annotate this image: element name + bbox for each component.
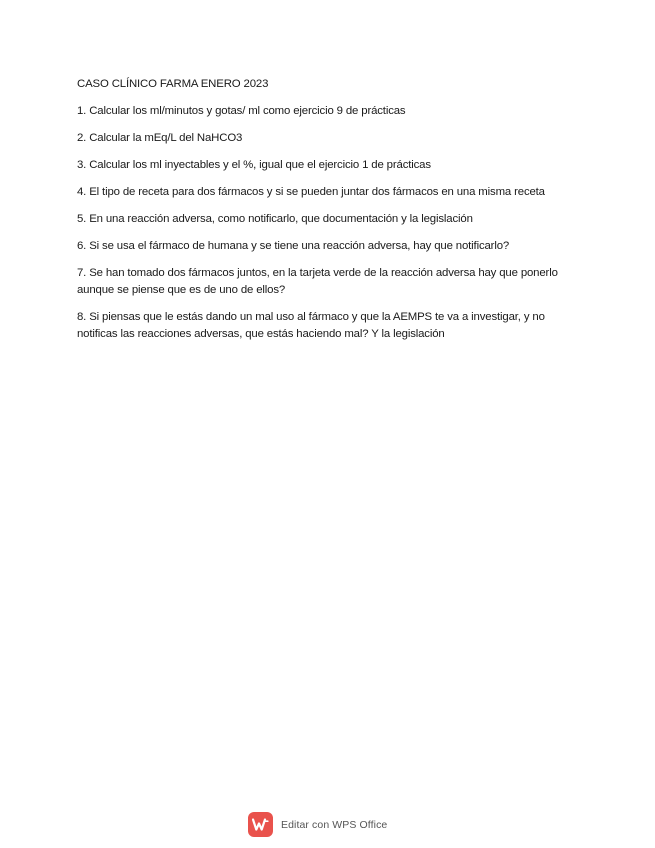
question-item-2: 2. Calcular la mEq/L del NaHCO3: [77, 132, 243, 144]
document-body: [77, 76, 582, 353]
question-item-8: 8. Si piensas que le estás dando un mal uso al fármaco y que la AEMPS te va a investigar, y no notificas las reacciones adversas, que estás haciendo mal? Y la legislación: [77, 311, 545, 340]
question-item-4: 4. El tipo de receta para dos fármacos y si se pueden juntar dos fármacos en una misma receta: [77, 186, 545, 198]
wps-edit-label: Editar con WPS Office: [281, 818, 388, 831]
wps-edit-link[interactable]: [248, 812, 387, 837]
question-item-3: 3. Calcular los ml inyectables y el %, igual que el ejercicio 1 de prácticas: [77, 159, 431, 171]
document-title: CASO CLÍNICO FARMA ENERO 2023: [77, 78, 269, 90]
question-item-6: 6. Si se usa el fármaco de humana y se tiene una reacción adversa, hay que notificarlo?: [77, 240, 510, 252]
question-item-7: 7. Se han tomado dos fármacos juntos, en la tarjeta verde de la reacción adversa hay que ponerlo aunque se piense que es de uno de ellos?: [77, 267, 558, 296]
wps-office-logo-icon: [248, 812, 273, 837]
question-item-5: 5. En una reacción adversa, como notificarlo, que documentación y la legislación: [77, 213, 473, 225]
question-item-1: 1. Calcular los ml/minutos y gotas/ ml como ejercicio 9 de prácticas: [77, 105, 406, 117]
